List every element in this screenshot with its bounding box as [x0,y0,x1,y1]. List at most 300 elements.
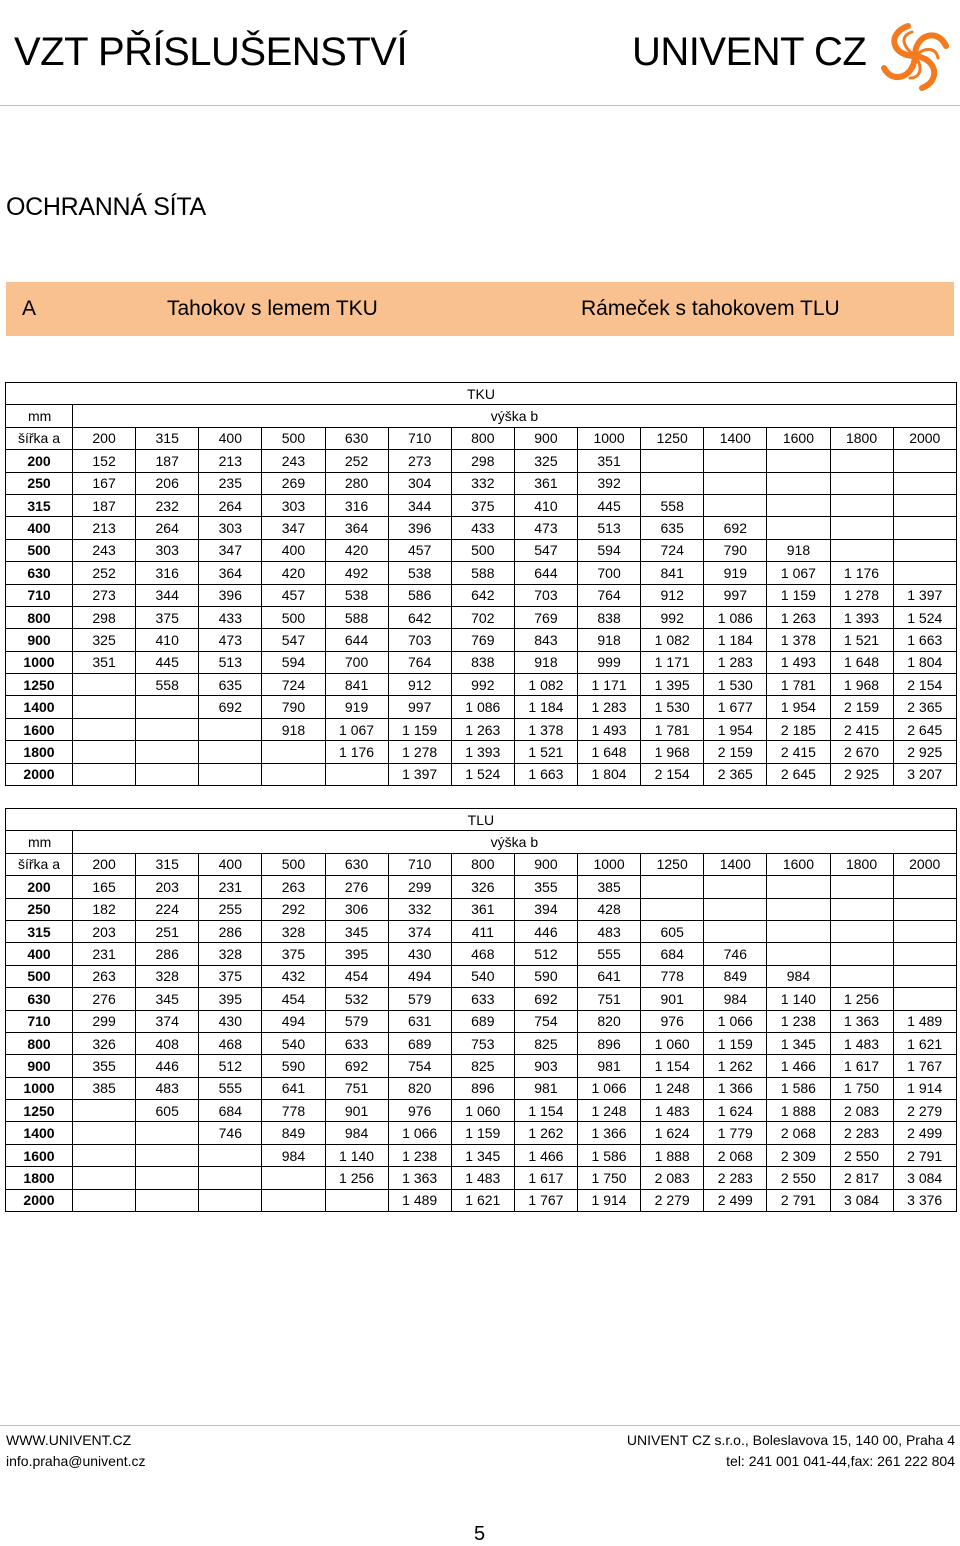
table-cell: 396 [388,517,451,539]
table-cell: 1 378 [514,718,577,740]
table-cell: 547 [262,629,325,651]
table-cell [830,943,893,965]
table-cell: 1 278 [388,741,451,763]
table-cell [830,517,893,539]
table-cell: 165 [73,876,136,898]
table-cell: 1 263 [767,606,830,628]
table-cell: 1 621 [893,1032,956,1054]
table-cell [893,539,956,561]
table-cell: 588 [451,562,514,584]
table-cell: 454 [325,965,388,987]
table-cell: 231 [199,876,262,898]
column-header-row [6,427,957,449]
table-cell: 1 086 [451,696,514,718]
table-cell: 1 524 [893,606,956,628]
table-cell [136,718,199,740]
table-cell: 1 256 [830,988,893,1010]
table-row [6,674,957,696]
table-cell: 2 817 [830,1167,893,1189]
table-cell: 825 [514,1032,577,1054]
table-cell: 345 [136,988,199,1010]
table-cell: 1 171 [641,651,704,673]
table-cell [767,943,830,965]
table-cell: 1 345 [451,1144,514,1166]
table-cell [893,450,956,472]
table-cell: 981 [578,1055,641,1077]
table-cell: 316 [325,494,388,516]
table-cell: 1 466 [767,1055,830,1077]
table-cell: 1 888 [641,1144,704,1166]
table-cell [262,763,325,785]
table-cell [262,741,325,763]
table-cell: 692 [514,988,577,1010]
table-cell: 992 [641,606,704,628]
table-cell: 2 645 [893,718,956,740]
table-cell [73,696,136,718]
table-cell: 1 278 [830,584,893,606]
table-cell: 1 493 [767,651,830,673]
table-cell: 355 [514,876,577,898]
table-cell: 433 [451,517,514,539]
table-cell: 1 366 [704,1077,767,1099]
table-cell: 3 084 [830,1189,893,1211]
table-cell [199,1189,262,1211]
column-header: 1000 [578,853,641,875]
table-row [6,1167,957,1189]
table-cell: 375 [262,943,325,965]
table-cell: 912 [641,584,704,606]
table-cell: 394 [514,898,577,920]
table-cell: 2 154 [893,674,956,696]
table-cell: 263 [262,876,325,898]
table-cell: 684 [641,943,704,965]
table-cell: 590 [514,965,577,987]
column-header: 315 [136,853,199,875]
table-cell: 2 550 [830,1144,893,1166]
table-cell [136,1189,199,1211]
table-cell [767,517,830,539]
table-cell: 408 [136,1032,199,1054]
table-cell: 2 185 [767,718,830,740]
table-cell: 187 [136,450,199,472]
table-cell [325,763,388,785]
table-cell: 410 [514,494,577,516]
table-cell: 243 [73,539,136,561]
table-cell: 385 [73,1077,136,1099]
table-cell [199,1167,262,1189]
footer-divider [0,1425,960,1426]
table-cell: 276 [73,988,136,1010]
row-header: 800 [6,606,73,628]
table-cell: 692 [199,696,262,718]
table-cell: 1 483 [641,1100,704,1122]
column-header: 630 [325,427,388,449]
document-title: VZT PŘÍSLUŠENSTVÍ [14,30,408,74]
table-cell [830,898,893,920]
table-cell: 841 [325,674,388,696]
table-cell [830,920,893,942]
table-row [6,943,957,965]
table-cell: 641 [578,965,641,987]
table-cell: 1 378 [767,629,830,651]
table-cell: 454 [262,988,325,1010]
table-cell [73,763,136,785]
table-cell: 1 624 [704,1100,767,1122]
table-cell: 751 [325,1077,388,1099]
table-cell: 1 750 [578,1167,641,1189]
table-cell: 2 154 [641,763,704,785]
table-cell: 631 [388,1010,451,1032]
table-cell: 764 [388,651,451,673]
row-header: 2000 [6,1189,73,1211]
table-cell: 751 [578,988,641,1010]
column-header: 1800 [830,853,893,875]
table-cell: 2 415 [830,718,893,740]
table-cell [199,718,262,740]
column-header: 1400 [704,427,767,449]
table-cell [73,1100,136,1122]
column-header: 200 [73,427,136,449]
table-cell: 981 [514,1077,577,1099]
table-cell [893,943,956,965]
table-cell: 483 [136,1077,199,1099]
table-cell: 243 [262,450,325,472]
table-cell: 538 [388,562,451,584]
row-group-label: šířka a [6,853,73,875]
table-cell: 764 [578,584,641,606]
table-cell: 999 [578,651,641,673]
table-cell: 375 [199,965,262,987]
table-cell: 1 262 [704,1055,767,1077]
table-cell: 605 [136,1100,199,1122]
table-cell: 1 750 [830,1077,893,1099]
table-cell: 1 954 [704,718,767,740]
table-cell: 2 415 [767,741,830,763]
table-cell: 605 [641,920,704,942]
table-cell: 347 [199,539,262,561]
section-title: OCHRANNÁ SÍTA [6,193,206,221]
table-cell: 992 [451,674,514,696]
row-header: 1800 [6,741,73,763]
table-cell: 3 207 [893,763,956,785]
table-cell [73,1167,136,1189]
table-cell: 555 [578,943,641,965]
table-row [6,517,957,539]
table-cell: 1 060 [451,1100,514,1122]
table-cell: 746 [704,943,767,965]
table-cell: 1 397 [893,584,956,606]
table-cell [767,472,830,494]
footer-web: WWW.UNIVENT.CZ [6,1432,132,1448]
table-cell: 590 [262,1055,325,1077]
table-cell: 251 [136,920,199,942]
table-cell: 1 248 [641,1077,704,1099]
table-row [6,450,957,472]
table-cell: 1 086 [704,606,767,628]
row-header: 1000 [6,651,73,673]
table-cell: 1 159 [451,1122,514,1144]
table-cell: 286 [199,920,262,942]
table-cell: 579 [325,1010,388,1032]
table-cell: 513 [578,517,641,539]
table-cell [199,763,262,785]
table-cell: 298 [73,606,136,628]
table-cell [893,876,956,898]
row-header: 1600 [6,1144,73,1166]
table-cell: 255 [199,898,262,920]
table-cell: 769 [451,629,514,651]
table-cell: 976 [641,1010,704,1032]
table-cell: 2 550 [767,1167,830,1189]
table-cell: 273 [73,584,136,606]
band-label-tku: Tahokov s lemem TKU [167,297,378,320]
table-cell: 1 159 [767,584,830,606]
table-cell: 326 [73,1032,136,1054]
table-cell: 1 663 [514,763,577,785]
table-cell: 494 [262,1010,325,1032]
table-cell: 547 [514,539,577,561]
table-cell: 901 [641,988,704,1010]
table-row [6,1055,957,1077]
table-cell: 303 [262,494,325,516]
table-cell: 206 [136,472,199,494]
column-header: 1600 [767,427,830,449]
table-cell: 532 [325,988,388,1010]
table-cell: 2 791 [767,1189,830,1211]
row-header: 200 [6,876,73,898]
column-header: 900 [514,427,577,449]
table-cell: 558 [641,494,704,516]
table-cell [641,450,704,472]
table-cell: 594 [578,539,641,561]
table-cell: 700 [578,562,641,584]
table-cell [73,674,136,696]
table-cell: 328 [262,920,325,942]
table-cell: 468 [199,1032,262,1054]
table-cell: 1 066 [704,1010,767,1032]
table-cell [136,741,199,763]
table-cell: 445 [136,651,199,673]
table-cell: 513 [199,651,262,673]
table-cell: 1 256 [325,1167,388,1189]
table-row [6,763,957,785]
table-cell [893,472,956,494]
table-cell [136,1167,199,1189]
table-cell: 1 154 [514,1100,577,1122]
column-header: 315 [136,427,199,449]
table-cell [767,494,830,516]
table-cell: 594 [262,651,325,673]
table-row [6,651,957,673]
table-cell: 1 363 [830,1010,893,1032]
table-cell [893,562,956,584]
table-cell: 1 248 [578,1100,641,1122]
table-cell: 2 670 [830,741,893,763]
table-cell: 355 [73,1055,136,1077]
table-cell [136,1144,199,1166]
row-header: 1250 [6,1100,73,1122]
table-cell: 1 345 [767,1032,830,1054]
table-cell [73,1144,136,1166]
footer-company: UNIVENT CZ s.r.o., Boleslavova 15, 140 00, Praha 4 [626,1432,955,1448]
table-cell [704,450,767,472]
table-cell: 2 068 [767,1122,830,1144]
table-cell [830,494,893,516]
column-header: 2000 [893,427,956,449]
table-cell: 1 171 [578,674,641,696]
column-header: 1000 [578,427,641,449]
table-cell [136,696,199,718]
table-cell: 364 [325,517,388,539]
table-cell: 918 [767,539,830,561]
table-row [6,629,957,651]
table-cell: 689 [451,1010,514,1032]
table-row [6,898,957,920]
table-cell: 1 082 [641,629,704,651]
column-header: 500 [262,427,325,449]
table-row [6,741,957,763]
table-cell: 2 159 [704,741,767,763]
table-cell [893,898,956,920]
unit-label: mm [6,405,73,427]
row-header: 630 [6,988,73,1010]
table-cell: 361 [514,472,577,494]
table-cell: 306 [325,898,388,920]
table-cell: 769 [514,606,577,628]
table-cell: 642 [388,606,451,628]
table-cell [767,450,830,472]
row-header: 1400 [6,1122,73,1144]
table-cell: 586 [388,584,451,606]
table-cell: 1 238 [767,1010,830,1032]
row-header: 1800 [6,1167,73,1189]
table-cell: 187 [73,494,136,516]
table-cell [704,494,767,516]
row-header: 1400 [6,696,73,718]
table-cell: 1 524 [451,763,514,785]
table-cell: 754 [388,1055,451,1077]
table-cell: 213 [199,450,262,472]
table-cell [73,1122,136,1144]
table-cell: 1 617 [514,1167,577,1189]
table-cell: 2 068 [704,1144,767,1166]
table-cell: 540 [262,1032,325,1054]
table-cell: 483 [578,920,641,942]
table-cell: 2 645 [767,763,830,785]
column-header: 900 [514,853,577,875]
table-cell: 1 082 [514,674,577,696]
table-cell: 374 [136,1010,199,1032]
table-cell: 984 [767,965,830,987]
table-cell: 692 [704,517,767,539]
table-cell [73,741,136,763]
table-cell: 457 [388,539,451,561]
table-cell: 392 [578,472,641,494]
column-header: 710 [388,427,451,449]
table-cell: 1 060 [641,1032,704,1054]
table-cell: 500 [262,606,325,628]
table-row [6,920,957,942]
column-header: 710 [388,853,451,875]
table-cell: 558 [136,674,199,696]
table-cell: 918 [578,629,641,651]
footer-email: info.praha@univent.cz [6,1453,146,1469]
table-cell: 235 [199,472,262,494]
table-cell [136,1122,199,1144]
row-header: 315 [6,920,73,942]
table-cell: 252 [325,450,388,472]
table-cell: 843 [514,629,577,651]
table-cell: 500 [451,539,514,561]
table-cell: 328 [199,943,262,965]
table-cell: 635 [641,517,704,539]
table-cell: 410 [136,629,199,651]
table-cell: 298 [451,450,514,472]
table-cell: 375 [451,494,514,516]
table-cell: 304 [388,472,451,494]
table-cell [641,472,704,494]
table-cell: 1 521 [830,629,893,651]
table-cell: 838 [578,606,641,628]
table-cell: 351 [73,651,136,673]
table-cell: 432 [262,965,325,987]
table-cell: 1 238 [388,1144,451,1166]
table-cell: 997 [704,584,767,606]
table-cell [704,876,767,898]
table-row [6,539,957,561]
table-cell: 2 279 [641,1189,704,1211]
table-cell: 325 [514,450,577,472]
table-row [6,494,957,516]
table-cell: 825 [451,1055,514,1077]
table-cell: 579 [388,988,451,1010]
table-cell: 724 [262,674,325,696]
table-cell: 1 493 [578,718,641,740]
table-cell: 2 365 [704,763,767,785]
table-cell: 1 586 [767,1077,830,1099]
column-header: 1800 [830,427,893,449]
table-cell: 361 [451,898,514,920]
table-cell: 411 [451,920,514,942]
table-cell: 1 283 [704,651,767,673]
table-cell: 203 [73,920,136,942]
table-cell: 901 [325,1100,388,1122]
table-row [6,988,957,1010]
table-cell: 689 [388,1032,451,1054]
table-cell: 635 [199,674,262,696]
table-cell: 316 [136,562,199,584]
table-cell: 849 [704,965,767,987]
table-title: TKU [6,383,957,405]
table-cell: 1 663 [893,629,956,651]
table-cell: 1 781 [767,674,830,696]
table-cell: 395 [199,988,262,1010]
table-cell: 1 184 [704,629,767,651]
table-cell: 1 914 [893,1077,956,1099]
footer-phone: tel: 241 001 041-44,fax: 261 222 804 [726,1453,955,1469]
table-cell: 1 767 [514,1189,577,1211]
table-cell: 2 159 [830,696,893,718]
table-cell: 820 [578,1010,641,1032]
table-cell: 1 159 [388,718,451,740]
table-cell: 1 140 [767,988,830,1010]
table-cell [73,718,136,740]
table-cell [830,965,893,987]
table-cell: 1 066 [388,1122,451,1144]
table-cell: 1 804 [578,763,641,785]
column-header: 1250 [641,427,704,449]
table-cell: 328 [136,965,199,987]
